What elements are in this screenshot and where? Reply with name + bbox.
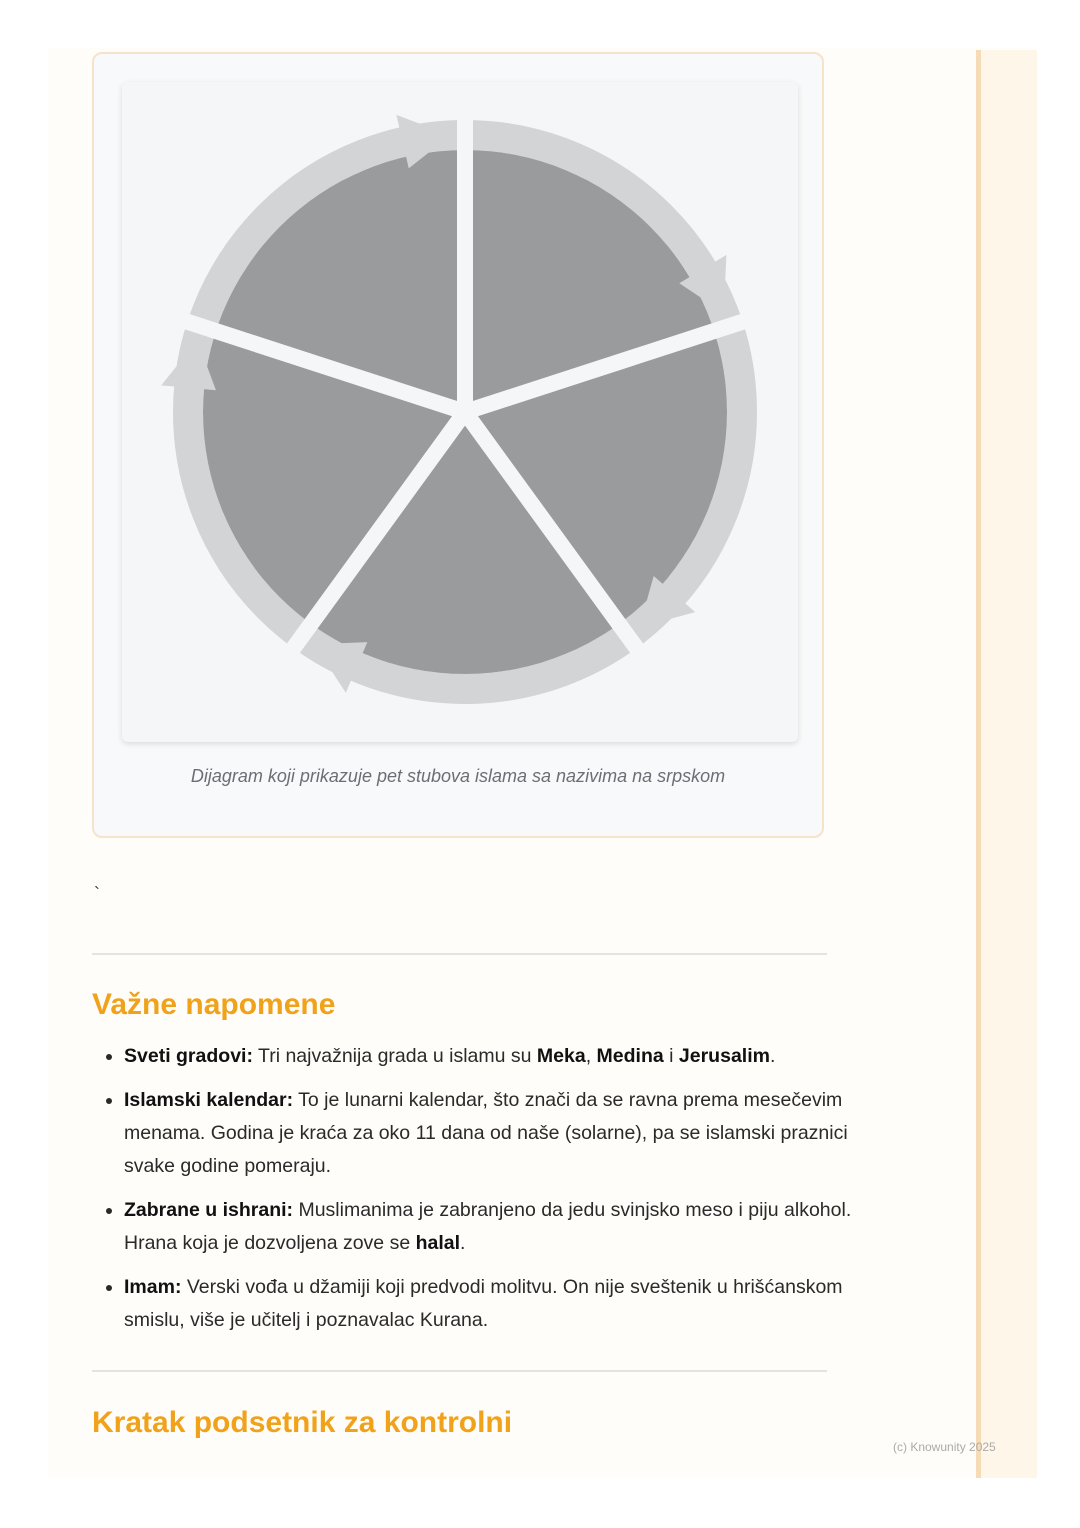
notes-list bbox=[92, 1040, 864, 1348]
copyright: (c) Knowunity 2025 bbox=[893, 1440, 996, 1454]
figure-card bbox=[92, 52, 824, 838]
divider bbox=[92, 953, 827, 955]
list-item: • Sveti gradovi: Tri najvažnija grada u islamu su Meka, Medina i Jerusalim. bbox=[124, 1040, 864, 1073]
sidebar-panel bbox=[976, 50, 1037, 1478]
stray-mark: ` bbox=[94, 884, 100, 904]
section-heading: Važne napomene bbox=[92, 988, 336, 1021]
cycle-diagram-svg bbox=[122, 82, 798, 742]
list-item: • Zabrane u ishrani: Muslimanima je zabranjeno da jedu svinjsko meso i piju alkohol. Hrana koja je dozvoljena zove se halal. bbox=[124, 1194, 864, 1260]
list-item: • Islamski kalendar: To je lunarni kalendar, što znači da se ravna prema mesečevim menama. Godina je kraća za oko 11 dana od naše (solarne), pa se islamski praznici svake godine pomeraju. bbox=[124, 1084, 864, 1183]
five-pillars-diagram bbox=[122, 82, 798, 742]
section-heading: Kratak podsetnik za kontrolni bbox=[92, 1406, 513, 1439]
figure-caption: Dijagram koji prikazuje pet stubova islama sa nazivima na srpskom bbox=[190, 766, 726, 786]
list-item: • Imam: Verski vođa u džamiji koji predvodi molitvu. On nije sveštenik u hrišćanskom smislu, više je učitelj i poznavalac Kurana. bbox=[124, 1271, 864, 1337]
divider bbox=[92, 1370, 827, 1372]
